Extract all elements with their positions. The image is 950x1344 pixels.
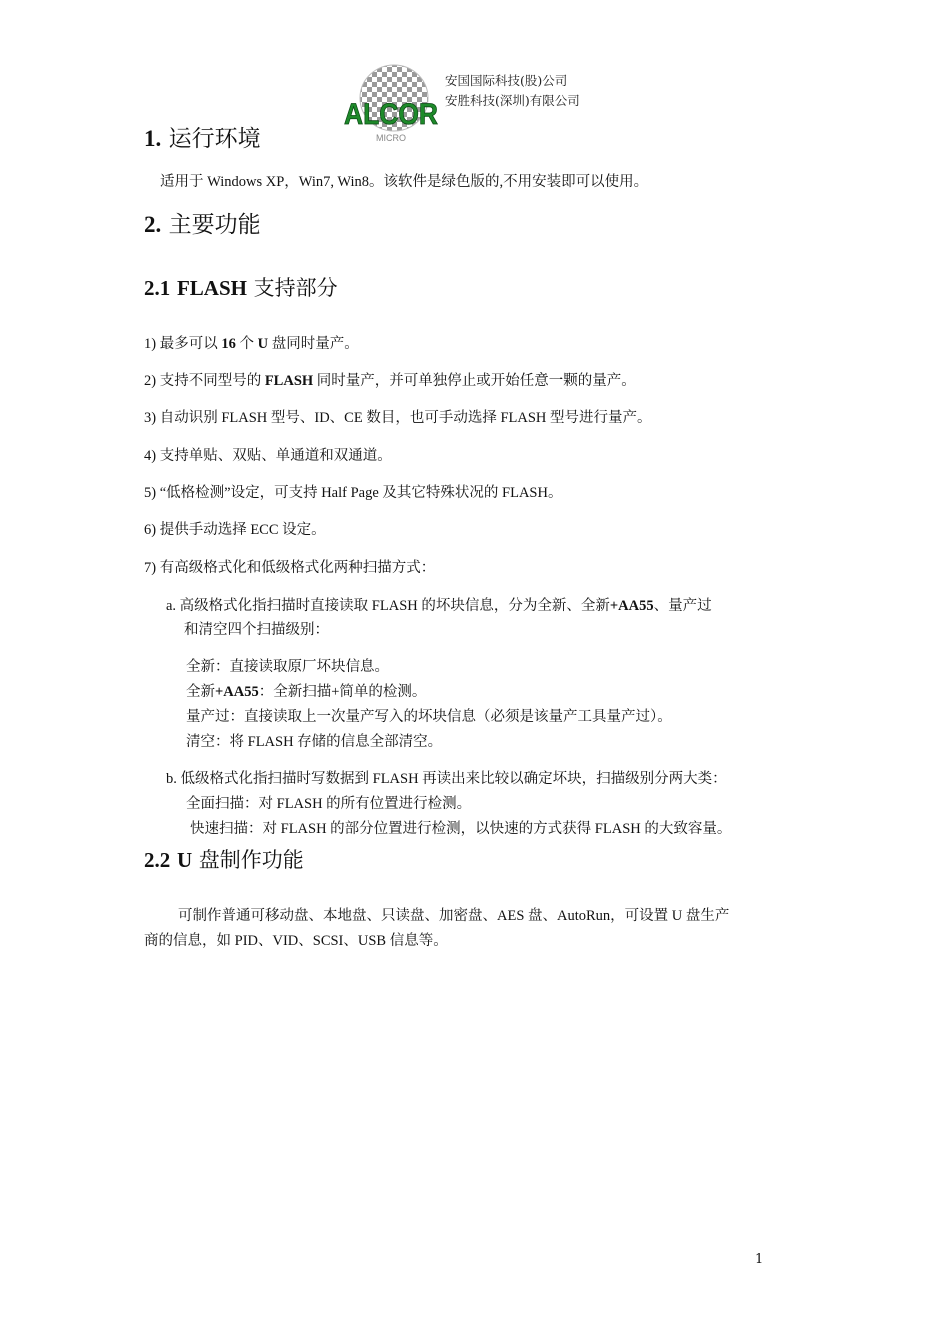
section-2-2-body-line1: 可制作普通可移动盘、本地盘、只读盘、加密盘、AES 盘、AutoRun，可设置 U 盘生产 [178,908,730,924]
section-2-1-title-bold: FLASH [176,276,247,300]
section-1-number: 1. [144,126,162,151]
scan-level-clear: 清空：将 FLASH 存储的信息全部清空。 [186,734,443,750]
list-item-6: 6) 提供手动选择 ECC 设定。 [144,522,326,538]
section-2-number: 2. [144,212,162,237]
section-2-2-title: 盘制作功能 [192,848,304,872]
scan-level-new-aa55: 全新+AA55：全新扫描+简单的检测。 [186,684,427,700]
section-1-heading [144,120,261,153]
section-2-title: 主要功能 [168,212,261,238]
list-item-4: 4) 支持单贴、双贴、单通道和双通道。 [144,448,392,464]
company-name-1: 安国国际科技(股)公司 [445,73,568,88]
section-2-2-body-line2: 商的信息，如 PID、VID、SCSI、USB 信息等。 [144,933,448,949]
list-item-1: 1) 最多可以 16 个 U 盘同时量产。 [144,336,359,352]
scan-fast: 快速扫描：对 FLASH 的部分位置进行检测，以快速的方式获得 FLASH 的大致容量。 [190,821,732,837]
logo-text: ALCOR [344,98,439,131]
scan-level-mp: 量产过：直接读取上一次量产写入的坏块信息（必须是该量产工具量产过）。 [186,709,672,725]
section-2-1-title: 支持部分 [246,276,338,300]
list-item-3: 3) 自动识别 FLASH 型号、ID、CE 数目，也可手动选择 FLASH 型号进行量产。 [144,410,652,426]
section-2-2-title-bold: U [176,848,193,872]
section-1-body: 适用于 Windows XP，Win7, Win8。该软件是绿色版的,不用安装即可以使用。 [160,174,649,190]
logo-subtext: MICRO [376,133,406,143]
list-item-7: 7) 有高级格式化和低级格式化两种扫描方式： [144,560,436,576]
section-1-title: 运行环境 [168,126,261,152]
company-name-2: 安胜科技(深圳)有限公司 [445,93,580,108]
scan-full: 全面扫描：对 FLASH 的所有位置进行检测。 [186,796,472,812]
section-2-heading [144,206,261,239]
sub-item-a: a. 高级格式化指扫描时直接读取 FLASH 的坏块信息，分为全新、全新+AA55、量产过 [166,598,712,614]
sub-item-a-line2: 和清空四个扫描级别： [184,622,329,638]
alcor-logo [342,62,442,144]
section-2-1-heading [144,272,338,302]
sub-item-b: b. 低级格式化指扫描时写数据到 FLASH 再读出来比较以确定坏块，扫描级别分两大类： [166,771,727,787]
page-number: 1 [755,1252,764,1267]
scan-level-new: 全新：直接读取原厂坏块信息。 [186,659,389,675]
section-2-2-heading [144,844,304,874]
section-2-1-number: 2.1 [144,276,171,300]
list-item-2: 2) 支持不同型号的 FLASH 同时量产，并可单独停止或开始任意一颗的量产。 [144,373,636,389]
list-item-5: 5) “低格检测”设定，可支持 Half Page 及其它特殊状况的 FLASH。 [144,485,563,501]
section-2-2-number: 2.2 [144,848,171,872]
